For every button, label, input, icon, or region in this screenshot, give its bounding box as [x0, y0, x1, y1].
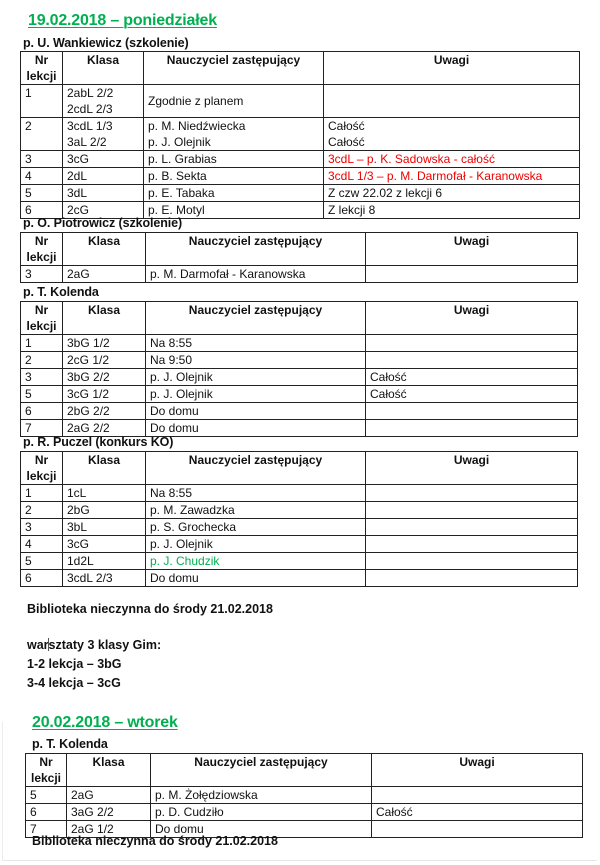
class-text: 2bG 2/2: [67, 404, 110, 418]
substitute-teacher-cell: [146, 485, 366, 502]
substitute-teacher-text: p. J. Chudzik: [150, 554, 220, 568]
lesson-number-cell: 1: [21, 85, 63, 118]
column-header-klasa: Klasa: [63, 452, 146, 485]
table-row: [21, 485, 578, 502]
lesson-number-cell: 6: [21, 202, 63, 219]
column-header-nr: [21, 233, 63, 266]
remarks-cell: [366, 352, 578, 369]
column-header-nr-line: Nr: [34, 53, 49, 67]
column-header-nr-line: lekcji: [26, 319, 57, 333]
absent-teacher-heading: p. U. Wankiewicz (szkolenie): [23, 36, 189, 50]
class-text: 2bG: [67, 503, 90, 517]
header-row: [21, 233, 578, 266]
column-header-nr: [21, 452, 63, 485]
class-text: 1d2L: [67, 554, 94, 568]
remarks-cell: [372, 804, 583, 821]
substitute-teacher-cell: [146, 386, 366, 403]
absent-teacher-heading: p. T. Kolenda: [23, 285, 99, 299]
class-text: 2cG: [67, 203, 90, 217]
table-row: [21, 352, 578, 369]
column-header-uwagi: Uwagi: [372, 754, 583, 787]
workshops-line: 1-2 lekcja – 3bG: [27, 657, 122, 671]
column-header-uwagi: Uwagi: [366, 233, 578, 266]
class-text: 3cG: [67, 537, 90, 551]
substitute-teacher-text: p. M. Żołędziowska: [155, 788, 258, 802]
table-row: [26, 804, 583, 821]
substitute-teacher-text: Do domu: [150, 421, 199, 435]
table-header: [21, 452, 578, 485]
table-row: [21, 570, 578, 587]
lesson-number-cell: 6: [21, 570, 63, 587]
remarks-cell: [324, 168, 580, 185]
table-row: [21, 185, 580, 202]
class-cell: [63, 403, 146, 420]
substitute-teacher-text: Na 8:55: [150, 336, 193, 350]
class-text: 3dL: [67, 186, 88, 200]
remarks-cell: [366, 536, 578, 553]
absent-teacher-heading: p. T. Kolenda: [32, 737, 108, 751]
substitute-teacher-cell: [144, 151, 324, 168]
header-row: [26, 754, 583, 787]
column-header-nr: [21, 302, 63, 335]
column-header-uwagi: Uwagi: [366, 452, 578, 485]
substitute-teacher-cell: [146, 335, 366, 352]
remarks-cell: [366, 386, 578, 403]
substitute-teacher-text: p. J. Olejnik: [150, 387, 213, 401]
substitute-teacher-text: p. M. Darmofał - Karanowska: [150, 267, 306, 281]
table-body: [21, 485, 578, 587]
class-cell: [63, 185, 144, 202]
remarks-cell: [372, 821, 583, 838]
class-text: 3bG 1/2: [67, 336, 110, 350]
substitute-teacher-text: p. J. Olejnik: [148, 135, 211, 149]
table-body: [21, 335, 578, 437]
class-cell: [63, 335, 146, 352]
column-header-uwagi: Uwagi: [324, 52, 580, 85]
table-row: [21, 403, 578, 420]
table-row: [26, 787, 583, 804]
class-text: 2cG 1/2: [67, 353, 110, 367]
workshops-note: [27, 636, 161, 693]
substitution-table: [20, 301, 578, 437]
remarks-cell: [324, 151, 580, 168]
substitute-teacher-cell: [146, 352, 366, 369]
class-cell: [63, 502, 146, 519]
substitute-teacher-cell: [146, 553, 366, 570]
lesson-number-cell: 4: [21, 168, 63, 185]
substitute-teacher-cell: [146, 519, 366, 536]
table-body: [26, 787, 583, 838]
lesson-number-cell: 5: [21, 553, 63, 570]
remarks-text: Całość: [376, 805, 413, 819]
lesson-number-cell: 6: [21, 403, 63, 420]
substitute-teacher-cell: [144, 185, 324, 202]
table-row: [21, 386, 578, 403]
class-cell: [63, 386, 146, 403]
class-text: 2abL 2/2: [67, 86, 114, 100]
class-text: 2cdL 2/3: [67, 102, 113, 116]
library-note: Biblioteka nieczynna do środy 21.02.2018: [32, 834, 278, 848]
column-header-nauczyciel: Nauczyciel zastępujący: [146, 302, 366, 335]
column-header-nr-line: lekcji: [26, 469, 57, 483]
class-text: 3aG 2/2: [71, 805, 114, 819]
class-cell: [63, 553, 146, 570]
class-text: 3cG 1/2: [67, 387, 110, 401]
substitute-teacher-text: Do domu: [150, 404, 199, 418]
remarks-cell: [366, 266, 578, 283]
absent-teacher-heading: p. O. Piotrowicz (szkolenie): [23, 216, 183, 230]
remarks-cell: [366, 570, 578, 587]
substitute-teacher-text: Do domu: [150, 571, 199, 585]
class-text: 1cL: [67, 486, 87, 500]
column-header-klasa: Klasa: [67, 754, 151, 787]
substitute-teacher-text: p. J. Olejnik: [150, 537, 213, 551]
absent-teacher-heading: p. R. Puczel (konkurs KO): [23, 435, 174, 449]
column-header-nr-line: lekcji: [30, 771, 62, 785]
lesson-number-cell: 3: [21, 151, 63, 168]
column-header-nr-line: lekcji: [26, 69, 57, 83]
substitute-teacher-text: p. E. Tabaka: [148, 186, 215, 200]
substitute-teacher-text: p. E. Motyl: [148, 203, 205, 217]
column-header-klasa: Klasa: [63, 52, 144, 85]
class-cell: [63, 85, 144, 118]
table-header: [21, 302, 578, 335]
day-title-monday: 19.02.2018 – poniedziałek: [28, 12, 217, 29]
table-header: [26, 754, 583, 787]
remarks-cell: [324, 185, 580, 202]
column-header-klasa: Klasa: [63, 233, 146, 266]
substitute-teacher-cell: [146, 570, 366, 587]
table-body: [21, 266, 578, 283]
substitute-teacher-cell: [146, 369, 366, 386]
class-cell: [63, 519, 146, 536]
remarks-text: Całość: [328, 119, 365, 133]
class-cell: [63, 168, 144, 185]
class-text: 3bL: [67, 520, 88, 534]
column-header-nauczyciel: Nauczyciel zastępujący: [144, 52, 324, 85]
substitute-teacher-cell: [146, 420, 366, 437]
lesson-number-cell: 1: [21, 335, 63, 352]
day-title-tuesday: 20.02.2018 – wtorek: [32, 714, 178, 731]
column-header-nr: [26, 754, 67, 787]
workshops-heading: warsztaty 3 klasy Gim:: [27, 638, 162, 652]
lesson-number-cell: 1: [21, 485, 63, 502]
column-header-nr-line: Nr: [34, 303, 49, 317]
column-header-nauczyciel: Nauczyciel zastępujący: [146, 233, 366, 266]
class-cell: [63, 570, 146, 587]
table-row: [21, 118, 580, 151]
table-row: [21, 369, 578, 386]
remarks-cell: [324, 202, 580, 219]
remarks-text: Całość: [370, 370, 407, 384]
substitute-teacher-text: p. M. Niedźwiecka: [148, 119, 246, 133]
substitute-teacher-text: p. M. Zawadzka: [150, 503, 235, 517]
class-text: 3cG: [67, 152, 90, 166]
class-cell: [67, 787, 151, 804]
substitute-teacher-cell: [146, 536, 366, 553]
substitute-teacher-text: Na 8:55: [150, 486, 193, 500]
class-text: 3aL 2/2: [67, 135, 107, 149]
substitution-table: [25, 753, 583, 838]
class-text: 2aG 2/2: [67, 421, 110, 435]
table-row: [21, 151, 580, 168]
table-row: [21, 266, 578, 283]
lesson-number-cell: 7: [26, 821, 67, 838]
substitution-table: [20, 232, 578, 283]
header-row: [21, 302, 578, 335]
lesson-number-cell: 7: [21, 420, 63, 437]
table-body: [21, 85, 580, 219]
lesson-number-cell: 3: [21, 369, 63, 386]
class-cell: [63, 369, 146, 386]
lesson-number-cell: 5: [26, 787, 67, 804]
column-header-nr: [21, 52, 63, 85]
substitute-teacher-cell: [146, 266, 366, 283]
class-cell: [63, 266, 146, 283]
library-note: Biblioteka nieczynna do środy 21.02.2018: [27, 602, 273, 616]
remarks-text: Z czw 22.02 z lekcji 6: [328, 186, 443, 200]
lesson-number-cell: 5: [21, 386, 63, 403]
column-header-nauczyciel: Nauczyciel zastępujący: [151, 754, 372, 787]
table-row: [21, 335, 578, 352]
table-header: [21, 52, 580, 85]
remarks-text: Całość: [328, 135, 365, 149]
lesson-number-cell: 4: [21, 536, 63, 553]
remarks-text: Z lekcji 8: [328, 203, 376, 217]
table-row: [21, 519, 578, 536]
table-row: [21, 536, 578, 553]
column-header-nauczyciel: Nauczyciel zastępujący: [146, 452, 366, 485]
class-text: 2dL: [67, 169, 88, 183]
table-row: [21, 168, 580, 185]
substitute-teacher-cell: [144, 168, 324, 185]
remarks-text: Całość: [370, 387, 407, 401]
remarks-cell: [366, 485, 578, 502]
remarks-cell: [366, 553, 578, 570]
class-text: 2aG: [67, 267, 90, 281]
substitute-teacher-cell: [144, 118, 324, 151]
substitution-table: [20, 451, 578, 587]
substitute-teacher-text: p. J. Olejnik: [150, 370, 213, 384]
substitute-teacher-text: p. B. Sekta: [148, 169, 207, 183]
table-header: [21, 233, 578, 266]
class-text: 3cdL 2/3: [67, 571, 113, 585]
class-text: 3cdL 1/3: [67, 119, 113, 133]
substitute-teacher-text: p. S. Grochecka: [150, 520, 237, 534]
remarks-cell: [366, 403, 578, 420]
class-cell: [63, 536, 146, 553]
lesson-number-cell: 2: [21, 502, 63, 519]
column-header-uwagi: Uwagi: [366, 302, 578, 335]
remarks-cell: [366, 369, 578, 386]
class-cell: [63, 485, 146, 502]
class-text: 2aG: [71, 788, 94, 802]
class-cell: [63, 151, 144, 168]
column-header-nr-line: Nr: [34, 453, 49, 467]
lesson-number-cell: 6: [26, 804, 67, 821]
class-cell: [63, 420, 146, 437]
class-cell: [63, 118, 144, 151]
substitute-teacher-text: p. D. Cudziło: [155, 805, 224, 819]
remarks-cell: [324, 85, 580, 118]
remarks-text: 3cdL – p. K. Sadowska - całość: [328, 152, 495, 166]
header-row: [21, 52, 580, 85]
remarks-cell: [366, 519, 578, 536]
lesson-number-cell: 3: [21, 266, 63, 283]
lesson-number-cell: 2: [21, 352, 63, 369]
substitute-teacher-text: Do domu: [155, 822, 204, 836]
lesson-number-cell: 3: [21, 519, 63, 536]
column-header-nr-line: Nr: [34, 234, 49, 248]
remarks-cell: [324, 118, 580, 151]
column-header-klasa: Klasa: [63, 302, 146, 335]
remarks-text: 3cdL 1/3 – p. M. Darmofał - Karanowska: [328, 169, 543, 183]
substitution-table: [20, 51, 580, 219]
substitute-teacher-text: Na 9:50: [150, 353, 193, 367]
header-row: [21, 452, 578, 485]
class-cell: [63, 352, 146, 369]
table-row: [21, 502, 578, 519]
table-row: [21, 553, 578, 570]
substitute-teacher-cell: [151, 787, 372, 804]
lesson-number-cell: 2: [21, 118, 63, 151]
column-header-nr-line: lekcji: [26, 250, 57, 264]
remarks-cell: [366, 335, 578, 352]
class-text: 3bG 2/2: [67, 370, 110, 384]
remarks-cell: [372, 787, 583, 804]
substitute-teacher-cell: [144, 85, 324, 118]
column-header-nr-line: Nr: [39, 755, 53, 769]
substitute-teacher-cell: [146, 502, 366, 519]
table-row: [21, 85, 580, 118]
lesson-number-cell: 5: [21, 185, 63, 202]
substitute-teacher-cell: [146, 403, 366, 420]
workshops-line: 3-4 lekcja – 3cG: [27, 676, 121, 690]
table-row: [21, 420, 578, 437]
class-text: 2aG 1/2: [71, 822, 114, 836]
substitute-teacher-cell: [151, 804, 372, 821]
substitute-teacher-text: Zgodnie z planem: [148, 94, 244, 108]
remarks-cell: [366, 502, 578, 519]
remarks-cell: [366, 420, 578, 437]
substitute-teacher-text: p. L. Grabias: [148, 152, 217, 166]
class-cell: [67, 804, 151, 821]
